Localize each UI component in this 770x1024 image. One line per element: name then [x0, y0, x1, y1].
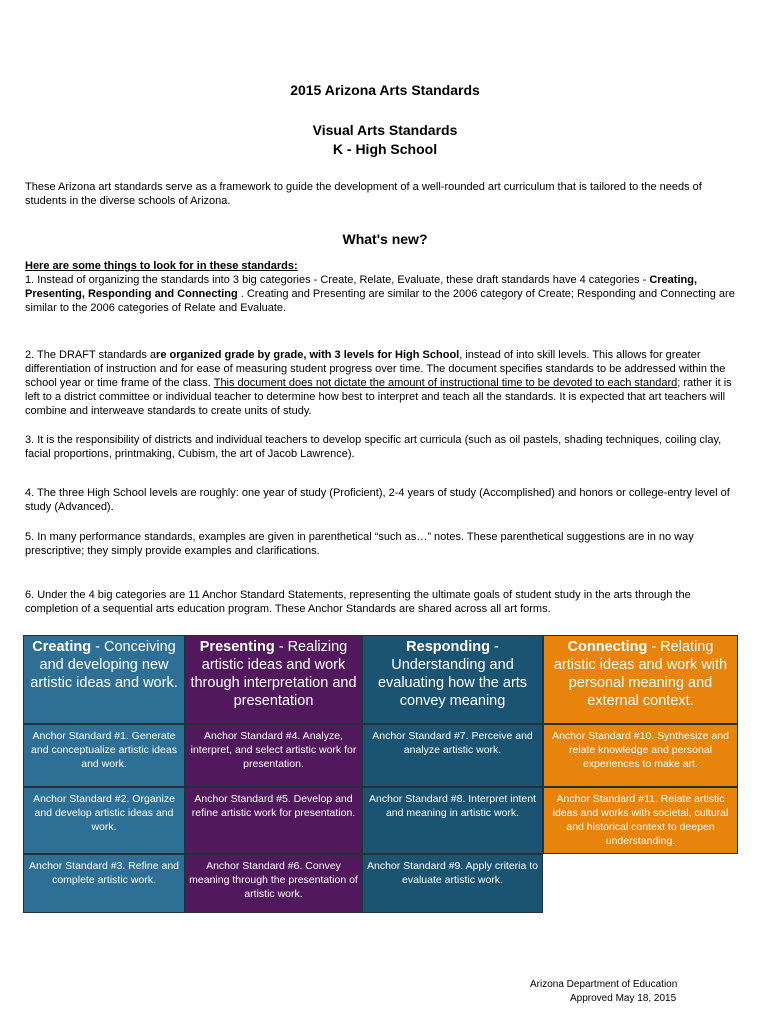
- document-title: 2015 Arizona Arts Standards: [290, 82, 480, 98]
- point-1-text-a: 1. Instead of organizing the standards into 3 big categories - Create, Relate, Evaluate, these draft standards have 4 categories -: [25, 274, 650, 286]
- header-connecting: [543, 635, 738, 724]
- header-creating: [23, 635, 185, 724]
- empty-cell: [543, 854, 738, 913]
- anchor-standard-9: Anchor Standard #9. Apply criteria to evaluate artistic work.: [362, 854, 543, 913]
- point-2-paragraph: [25, 348, 743, 418]
- header-responding-name: Responding: [406, 639, 490, 655]
- anchor-standard-3: Anchor Standard #3. Refine and complete artistic work.: [23, 854, 185, 913]
- anchor-standard-1: Anchor Standard #1. Generate and conceptualize artistic ideas and work.: [23, 724, 185, 787]
- anchor-standard-2: Anchor Standard #2. Organize and develop artistic ideas and work.: [23, 787, 185, 854]
- header-creating-desc: - Conceiving and developing new artistic ideas and work.: [30, 639, 178, 691]
- point-5-paragraph: 5. In many performance standards, examples are given in parenthetical “such as…” notes. These parenthetical suggestions are in no way prescriptive; they simply provide examples and clarifications.: [25, 531, 694, 557]
- document-subtitle: Visual Arts Standards: [312, 122, 458, 138]
- point-1-categories: Creating, Presenting, Responding and Connecting: [25, 274, 698, 300]
- point-2-text-c: , instead of into skill levels. This allows for greater differentiation of instruction and for ease of measuring student progress over time. The document specifies standards to be addressed within the school year or time frame of the class.: [25, 349, 726, 389]
- header-presenting: [185, 635, 362, 724]
- anchor-standard-7: Anchor Standard #7. Perceive and analyze artistic work.: [362, 724, 543, 787]
- point-1-text-c: . Creating and Presenting are similar to the 2006 category of Create; Responding and Connecting are similar to the 2006 categories of Relate and Evaluate.: [25, 288, 735, 314]
- anchor-standard-4: Anchor Standard #4. Analyze, interpret, and select artistic work for presentation.: [185, 724, 362, 787]
- anchor-standard-10: Anchor Standard #10. Synthesize and relate knowledge and personal experiences to make art.: [543, 724, 738, 787]
- point-6-paragraph: 6. Under the 4 big categories are 11 Anchor Standard Statements, representing the ultimate goals of student study in the arts through the completion of a sequential arts education program. These Anchor Standards are shared across all art forms.: [25, 589, 691, 615]
- grade-range: K - High School: [332, 141, 438, 157]
- look-for-heading: Here are some things to look for in these standards:: [25, 260, 298, 272]
- point-2-underlined: This document does not dictate the amount of instructional time to be devoted to each standard: [213, 377, 678, 389]
- point-2-text-e: ; rather it is left to a district committee or individual teacher to determine how best to interpret and teach all the standards. It is expected that art teachers will combine and interweave standards to create units of study.: [25, 377, 732, 417]
- point-2-bold: re organized grade by grade, with 3 levels for High School: [156, 349, 460, 361]
- point-1-paragraph: [25, 273, 743, 315]
- footer: [530, 978, 677, 1006]
- header-responding: [362, 635, 543, 724]
- header-creating-name: Creating: [32, 639, 92, 655]
- anchor-standard-5: Anchor Standard #5. Develop and refine artistic work for presentation.: [185, 787, 362, 854]
- intro-paragraph: These Arizona art standards serve as a framework to guide the development of a well-rounded art curriculum that is tailored to the needs of students in the diverse schools of Arizona.: [25, 181, 702, 207]
- point-2-text-a: 2. The DRAFT standards a: [25, 349, 157, 361]
- header-connecting-desc: - Relating artistic ideas and work with personal meaning and external context.: [553, 639, 728, 709]
- header-presenting-name: Presenting: [199, 639, 275, 655]
- footer-org: Arizona Department of Education: [530, 979, 678, 990]
- header-connecting-name: Connecting: [567, 639, 648, 655]
- point-3-paragraph: 3. It is the responsibility of districts and individual teachers to develop specific art curricula (such as oil pastels, shading techniques, coiling clay, facial proportions, printmaking, Cubism, the art of Jacob Lawrence).: [25, 434, 722, 460]
- footer-approved: Approved May 18, 2015: [570, 993, 677, 1004]
- header-responding-desc: - Understanding and evaluating how the arts convey meaning: [377, 639, 528, 709]
- whats-new-heading: What's new?: [342, 231, 428, 247]
- anchor-standards-table: [23, 635, 738, 913]
- header-presenting-desc: - Realizing artistic ideas and work through interpretation and presentation: [190, 639, 357, 709]
- point-4-paragraph: 4. The three High School levels are roughly: one year of study (Proficient), 2-4 years of study (Accomplished) and honors or college-entry level of study (Advanced).: [25, 487, 730, 513]
- anchor-standard-8: Anchor Standard #8. Interpret intent and meaning in artistic work.: [362, 787, 543, 854]
- anchor-standard-6: Anchor Standard #6. Convey meaning through the presentation of artistic work.: [185, 854, 362, 913]
- anchor-standard-11: Anchor Standard #11. Relate artistic ideas and works with societal, cultural and historical context to deepen understanding.: [543, 787, 738, 854]
